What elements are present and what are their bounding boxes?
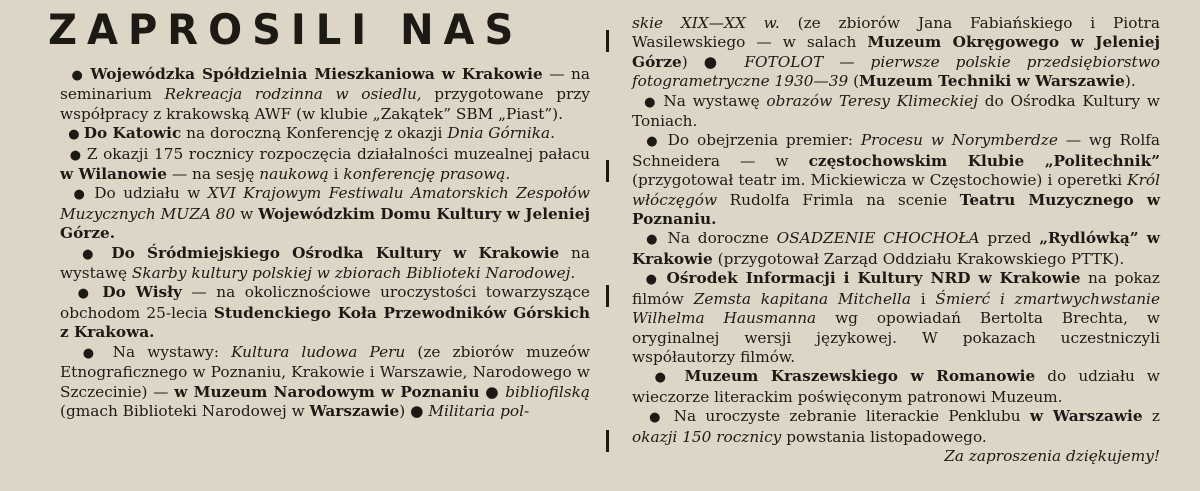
text-run: Procesu w Norymberdze xyxy=(860,131,1058,150)
text-run: Na uroczyste zebranie literackie Penklubu xyxy=(673,407,1030,426)
text-run: (ze zbiorów muzeów Etnograficznego w Poznaniu, Krakowie i Warszawie, Narodowego w Szczecinie) — xyxy=(60,342,590,401)
text-run: Muzeum Okręgowego w Jeleniej Górze xyxy=(632,33,1160,71)
text-run: Do Wisły xyxy=(102,283,182,302)
bullet-icon: ● xyxy=(60,286,103,302)
text-run: Na doroczne xyxy=(667,229,777,248)
invitation-item xyxy=(632,229,1160,269)
text-run: Ośrodek Informacji i Kultury NRD w Krakowie xyxy=(666,269,1081,288)
text-run: ● xyxy=(479,382,506,401)
text-run: w Warszawie xyxy=(1029,407,1143,426)
text-run: częstochowskim Klubie „Politechnik” xyxy=(808,151,1160,170)
text-run: (przygotował teatr im. Mickiewicza w Częstochowie) i operetki xyxy=(632,171,1128,190)
text-run: ) ● xyxy=(681,52,745,71)
right-column xyxy=(632,14,1160,466)
text-run: Rudolfa Frimla na scenie xyxy=(717,190,960,209)
invitation-item xyxy=(632,367,1160,407)
invitation-item xyxy=(60,244,590,284)
bullet-icon: ● xyxy=(632,94,664,110)
invitation-item xyxy=(60,343,590,422)
text-run: okazji 150 rocznicy xyxy=(632,427,782,446)
invitation-item xyxy=(632,92,1160,132)
text-run: w xyxy=(235,204,259,223)
bullet-icon: ● xyxy=(60,127,84,143)
text-run: konferencję prasową. xyxy=(343,165,511,184)
text-run: (ze zbiorów Jana Fabiańskiego i Piotra Wasilewskiego — w salach xyxy=(632,14,1160,52)
left-column xyxy=(60,65,590,421)
text-run: Wojewódzkim Domu Kultury w Jeleniej Górze. xyxy=(60,204,590,243)
article-title: ZAPROSILI NAS xyxy=(48,6,524,55)
text-run: Rekreacja rodzinna w osiedlu, xyxy=(164,85,422,104)
text-run: w Wilanowie xyxy=(60,165,167,184)
text-run: Do udziału w xyxy=(94,184,208,203)
text-run: Teatru Muzycznego w Poznaniu. xyxy=(632,190,1160,229)
text-run: Zemsta kapitana Mitchella xyxy=(693,289,911,308)
text-run: obrazów Teresy Klimeckiej xyxy=(766,91,978,110)
signoff: Za zaproszenia dziękujemy! xyxy=(944,446,1160,465)
invitation-item xyxy=(60,184,590,243)
text-run: do udziału w wieczorze literackim poświęconym patronowi Muzeum. xyxy=(632,367,1160,406)
bullet-icon: ● xyxy=(60,147,87,163)
invitation-item xyxy=(632,131,1160,229)
text-run: Na wystawę xyxy=(663,91,767,110)
text-run: Wojewódzka Spółdzielnia Mieszkaniowa w Krakowie xyxy=(90,65,543,83)
bullet-icon: ● xyxy=(60,68,91,83)
bullet-icon: ● xyxy=(632,370,685,386)
bullet-icon: ● xyxy=(632,410,674,426)
text-run: do Ośrodka Kultury w Toniach. xyxy=(632,91,1160,131)
text-run: Militaria pol- xyxy=(428,401,530,420)
invitation-item xyxy=(60,283,590,342)
invitation-item xyxy=(60,145,590,185)
text-run: Muzeum Techniki w Warszawie xyxy=(859,72,1125,91)
column-rule-mark xyxy=(606,285,609,307)
text-run: ) ● xyxy=(399,401,429,420)
text-run: i xyxy=(328,165,344,184)
text-run: i xyxy=(910,289,936,308)
text-run: — wg Rolfa Schneidera — w xyxy=(632,131,1160,170)
column-rule-mark xyxy=(606,30,609,52)
text-run: — na sesję xyxy=(166,165,260,184)
invitation-item xyxy=(60,124,590,144)
text-run: Studenckiego Koła Przewodników Górskich z Krakowa. xyxy=(60,303,590,342)
text-run: (gmach Biblioteki Narodowej w xyxy=(60,401,310,420)
text-run: Do Śródmiejskiego Ośrodka Kultury w Krakowie xyxy=(111,243,560,262)
text-run: z xyxy=(1142,407,1160,426)
text-run: — na okolicznościowe uroczystości towarzyszące obchodom 25-lecia xyxy=(60,283,590,322)
text-run: — na seminarium xyxy=(60,65,590,104)
text-run: Kultura ludowa Peru xyxy=(231,342,406,361)
text-run: Warszawie xyxy=(309,401,400,420)
text-run: Śmierć i zmartwychwstanie Wilhelma Hausmanna xyxy=(632,289,1160,328)
text-run: Król włóczęgów xyxy=(632,171,1160,209)
text-run: przed xyxy=(979,229,1040,248)
text-run: na wystawę xyxy=(60,243,590,283)
text-run: Do obejrzenia premier: xyxy=(667,131,861,150)
bullet-icon: ● xyxy=(632,272,667,288)
bullet-icon: ● xyxy=(632,134,668,150)
text-run: XVI Krajowym Festiwalu Amatorskich Zespołów Muzycznych MUZA 80 xyxy=(60,184,590,223)
text-run: Dnia Górnika. xyxy=(447,124,556,143)
text-run: Z okazji 175 rocznicy rozpoczęcia działalności muzealnej pałacu xyxy=(86,144,591,163)
text-run: ). xyxy=(1124,72,1136,91)
text-run: bibliofilską xyxy=(505,382,590,401)
text-run: w Muzeum Narodowym w Poznaniu xyxy=(174,382,480,401)
text-run: FOTOLOT — pierwsze polskie przedsiębiorstwo fotogrametryczne 1930—39 xyxy=(632,52,1160,91)
column-rule-mark xyxy=(606,430,609,452)
text-run: na doroczną Konferencję z okazji xyxy=(181,124,448,143)
text-run: naukową xyxy=(259,165,329,184)
column-rule-mark xyxy=(606,160,609,182)
text-run: „Rydlówką” w Krakowie xyxy=(632,229,1160,268)
text-run: Do Katowic xyxy=(83,124,182,143)
invitation-item xyxy=(632,407,1160,447)
text-run: wg opowiadań Bertolta Brechta, w oryginalnej wersji językowej. W pokazach uczestniczyli współautorzy filmów. xyxy=(632,309,1160,366)
text-run: Na wystawy: xyxy=(112,342,232,361)
bullet-icon: ● xyxy=(60,345,113,361)
invitation-item xyxy=(60,65,590,124)
text-run: powstania listopadowego. xyxy=(781,427,987,446)
text-run: OSADZENIE CHOCHOŁA xyxy=(776,229,980,248)
text-run: Skarby kultury polskiej w zbiorach Biblioteki Narodowej. xyxy=(131,264,576,283)
text-run: (przygotował Zarząd Oddziału Krakowskiego PTTK). xyxy=(712,249,1125,268)
bullet-icon: ● xyxy=(632,232,668,248)
text-run: ( xyxy=(848,72,860,91)
text-run: na pokaz filmów xyxy=(632,269,1160,308)
text-run: skie XIX—XX w. xyxy=(632,14,780,32)
invitation-item xyxy=(632,14,1160,92)
bullet-icon: ● xyxy=(60,187,95,203)
invitation-item xyxy=(632,269,1160,367)
bullet-icon: ● xyxy=(60,246,112,262)
text-run: przygotowane przy współpracy z krakowską AWF (w klubie „Zakątek” SBM „Piast”). xyxy=(60,85,590,123)
text-run: Muzeum Kraszewskiego w Romanowie xyxy=(684,367,1036,386)
